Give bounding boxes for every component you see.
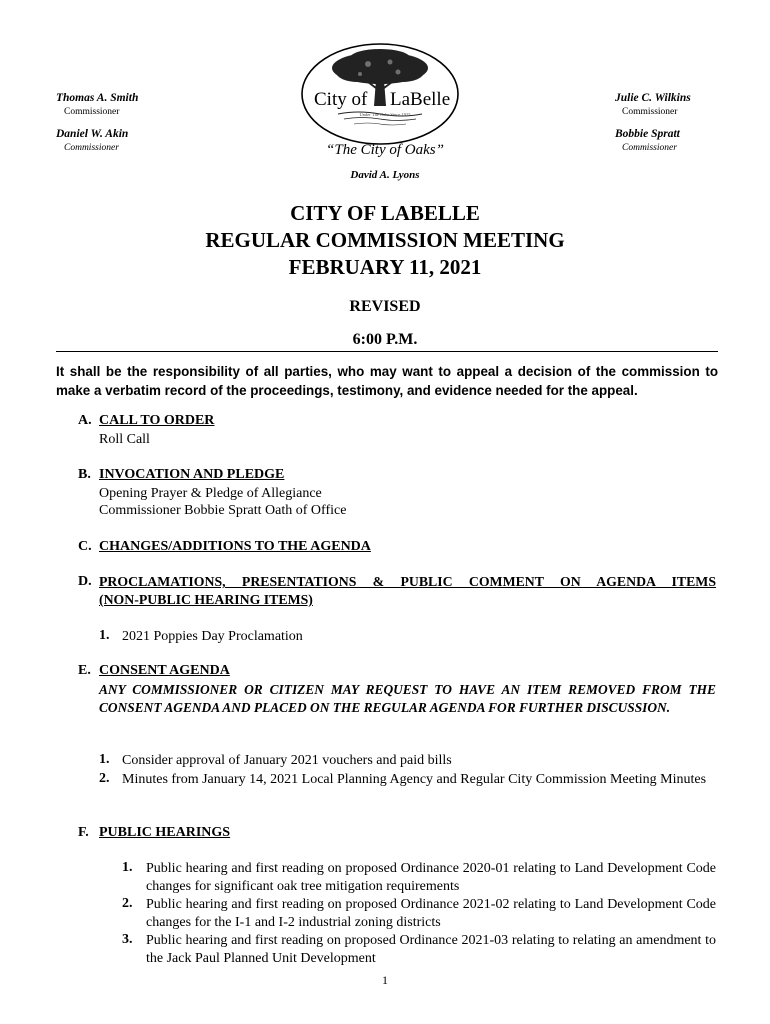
logo-text-city-of: City of xyxy=(314,89,368,110)
city-motto: “The City of Oaks” xyxy=(326,142,444,158)
section-a-letter: A. xyxy=(78,413,92,428)
section-e-letter: E. xyxy=(78,663,91,678)
section-e-title: CONSENT AGENDA xyxy=(99,663,230,678)
page-number: 1 xyxy=(382,973,388,987)
section-f-letter: F. xyxy=(78,825,89,840)
officer-name-wilkins: Julie C. Wilkins xyxy=(615,92,691,104)
section-b-line-1: Opening Prayer & Pledge of Allegiance xyxy=(99,486,322,501)
officer-title-wilkins: Commissioner xyxy=(622,107,678,117)
logo-text-labelle: LaBelle xyxy=(390,89,451,110)
mayor-name: David A. Lyons xyxy=(350,169,420,181)
consent-agenda-note: ANY COMMISSIONER OR CITIZEN MAY REQUEST TO HAVE AN ITEM REMOVED FROM THE CONSENT AGENDA AND PLACED ON THE REGULAR AGENDA FOR FURTHER DISCUSSION. xyxy=(99,682,716,715)
section-d-title-line1: PROCLAMATIONS, PRESENTATIONS & PUBLIC COMMENT ON AGENDA ITEMS xyxy=(99,574,716,589)
section-e-item-2: Minutes from January 14, 2021 Local Planning Agency and Regular City Commission Meeting Minutes xyxy=(122,772,707,787)
officer-title-smith: Commissioner xyxy=(64,107,120,117)
section-d-item-1-num: 1. xyxy=(99,628,110,643)
section-e-item-2-num: 2. xyxy=(99,771,110,786)
section-c-letter: C. xyxy=(78,539,92,554)
logo-tagline: Under The Oaks Since 1925 xyxy=(359,112,411,117)
document-title-line3: FEBRUARY 11, 2021 xyxy=(288,255,482,279)
officer-name-smith: Thomas A. Smith xyxy=(56,92,139,104)
revised-label: REVISED xyxy=(349,298,421,315)
title-divider xyxy=(56,351,718,352)
section-a-title: CALL TO ORDER xyxy=(99,413,215,428)
section-f-item-1: Public hearing and first reading on proposed Ordinance 2020-01 relating to Land Development Code changes for significant oak tree mitigation requirements xyxy=(146,861,716,894)
section-d-letter: D. xyxy=(78,574,92,589)
section-c-title: CHANGES/ADDITIONS TO THE AGENDA xyxy=(99,539,371,554)
appeal-notice: It shall be the responsibility of all parties, who may want to appeal a decision of the commission to make a verbatim record of the proceedings, testimony, and evidence needed for the appeal. xyxy=(56,364,718,398)
section-b-letter: B. xyxy=(78,467,91,482)
section-b-title: INVOCATION AND PLEDGE xyxy=(99,467,285,482)
section-f-item-1-num: 1. xyxy=(122,860,133,875)
officer-name-akin: Daniel W. Akin xyxy=(56,128,129,140)
meeting-time: 6:00 P.M. xyxy=(352,331,418,348)
section-f-item-2-num: 2. xyxy=(122,896,133,911)
officer-title-akin: Commissioner xyxy=(64,143,119,153)
section-f-item-2: Public hearing and first reading on proposed Ordinance 2021-02 relating to Land Development Code changes for the I-1 and I-2 industrial zoning districts xyxy=(146,897,716,930)
section-f-item-3-num: 3. xyxy=(122,932,133,947)
officer-name-spratt: Bobbie Spratt xyxy=(615,128,680,140)
section-d-title-line2: (NON-PUBLIC HEARING ITEMS) xyxy=(99,592,313,607)
section-e-item-1: Consider approval of January 2021 vouchers and paid bills xyxy=(122,753,452,768)
officer-title-spratt: Commissioner xyxy=(622,143,677,153)
section-f-title: PUBLIC HEARINGS xyxy=(99,825,231,840)
document-title-line1: CITY OF LABELLE xyxy=(290,201,480,225)
section-e-item-1-num: 1. xyxy=(99,752,110,767)
section-f-item-3: Public hearing and first reading on proposed Ordinance 2021-03 relating to relating an amendment to the Jack Paul Planned Unit Development xyxy=(146,933,716,966)
section-b-line-2: Commissioner Bobbie Spratt Oath of Office xyxy=(99,503,347,518)
section-a-line: Roll Call xyxy=(99,432,150,447)
document-title-line2: REGULAR COMMISSION MEETING xyxy=(205,228,565,252)
section-d-item-1: 2021 Poppies Day Proclamation xyxy=(122,629,303,644)
